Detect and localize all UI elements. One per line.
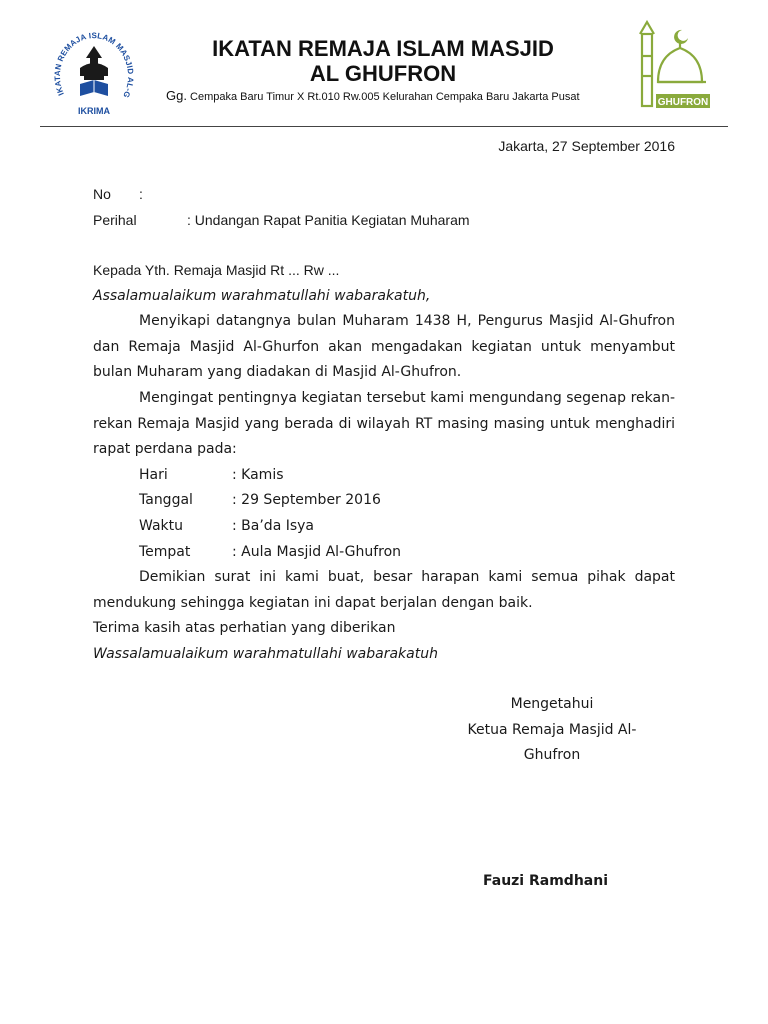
number-label: No <box>93 186 111 202</box>
address-text: Cempaka Baru Timur X Rt.010 Rw.005 Kelurahan Cempaka Baru Jakarta Pusat <box>190 91 580 103</box>
signature-block <box>450 692 654 769</box>
detail-label: Tempat <box>139 543 191 560</box>
address-prefix: Gg. <box>166 88 187 103</box>
detail-value: : 29 September 2016 <box>232 492 381 509</box>
detail-row-time <box>93 514 675 540</box>
left-logo-caption: IKRIMA <box>78 106 110 116</box>
detail-value: : Ba’da Isya <box>232 517 315 534</box>
letter-body <box>93 258 675 668</box>
letter-subject-row <box>93 212 470 228</box>
detail-label: Tanggal <box>139 492 193 509</box>
letter-date: Jakarta, 27 September 2016 <box>498 138 675 154</box>
detail-row-date <box>93 488 675 514</box>
org-title-line1: IKATAN REMAJA ISLAM MASJID <box>212 36 554 61</box>
header-divider <box>40 126 728 127</box>
detail-label: Hari <box>139 466 168 483</box>
signature-line-acknowledged: Mengetahui <box>510 696 594 712</box>
ghufron-logo <box>630 16 712 118</box>
ikrima-logo <box>50 16 138 122</box>
closing-greeting: Wassalamualaikum warahmatullahi wabarakatuh <box>93 645 438 662</box>
opening-greeting: Assalamualaikum warahmatullahi wabarakatuh, <box>93 287 431 304</box>
number-value: : <box>139 186 143 202</box>
signature-line-title-cont: Ghufron <box>523 747 581 764</box>
thanks-line: Terima kasih atas perhatian yang diberikan <box>93 620 396 637</box>
detail-value: : Aula Masjid Al-Ghufron <box>232 543 402 560</box>
detail-value: : Kamis <box>232 466 284 483</box>
signer-name: Fauzi Ramdhani <box>483 873 608 889</box>
detail-label: Waktu <box>139 517 183 534</box>
detail-row-place <box>93 540 675 566</box>
org-title-line2: AL GHUFRON <box>309 61 457 86</box>
subject-label: Perihal <box>93 212 137 228</box>
paragraph-2: Mengingat pentingnya kegiatan tersebut kami mengundang segenap rekan-rekan Remaja Masjid yang berada di wilayah RT masing masing untuk menghadiri rapat perdana pada: <box>93 389 675 458</box>
signature-line-title: Ketua Remaja Masjid Al- <box>467 721 637 738</box>
paragraph-3: Demikian surat ini kami buat, besar harapan kami semua pihak dapat mendukung sehingga kegiatan ini dapat berjalan dengan baik. <box>93 569 675 611</box>
left-logo-arc-text: IKATAN REMAJA ISLAM MASJID AL-G <box>52 31 136 100</box>
organization-address <box>166 88 580 103</box>
subject-value: : Undangan Rapat Panitia Kegiatan Muharam <box>187 212 470 228</box>
letter-number-row <box>93 186 143 202</box>
detail-row-day <box>93 463 675 489</box>
organization-title <box>150 36 616 86</box>
paragraph-1: Menyikapi datangnya bulan Muharam 1438 H, Pengurus Masjid Al-Ghufron dan Remaja Masjid Al-Ghurfon akan mengadakan kegiatan untuk menyambut bulan Muharam yang diadakan di Masjid Al-Ghufron. <box>93 313 675 381</box>
recipient-line: Kepada Yth. Remaja Masjid Rt ... Rw ... <box>93 262 340 278</box>
right-logo-text: GHUFRON <box>657 97 709 108</box>
